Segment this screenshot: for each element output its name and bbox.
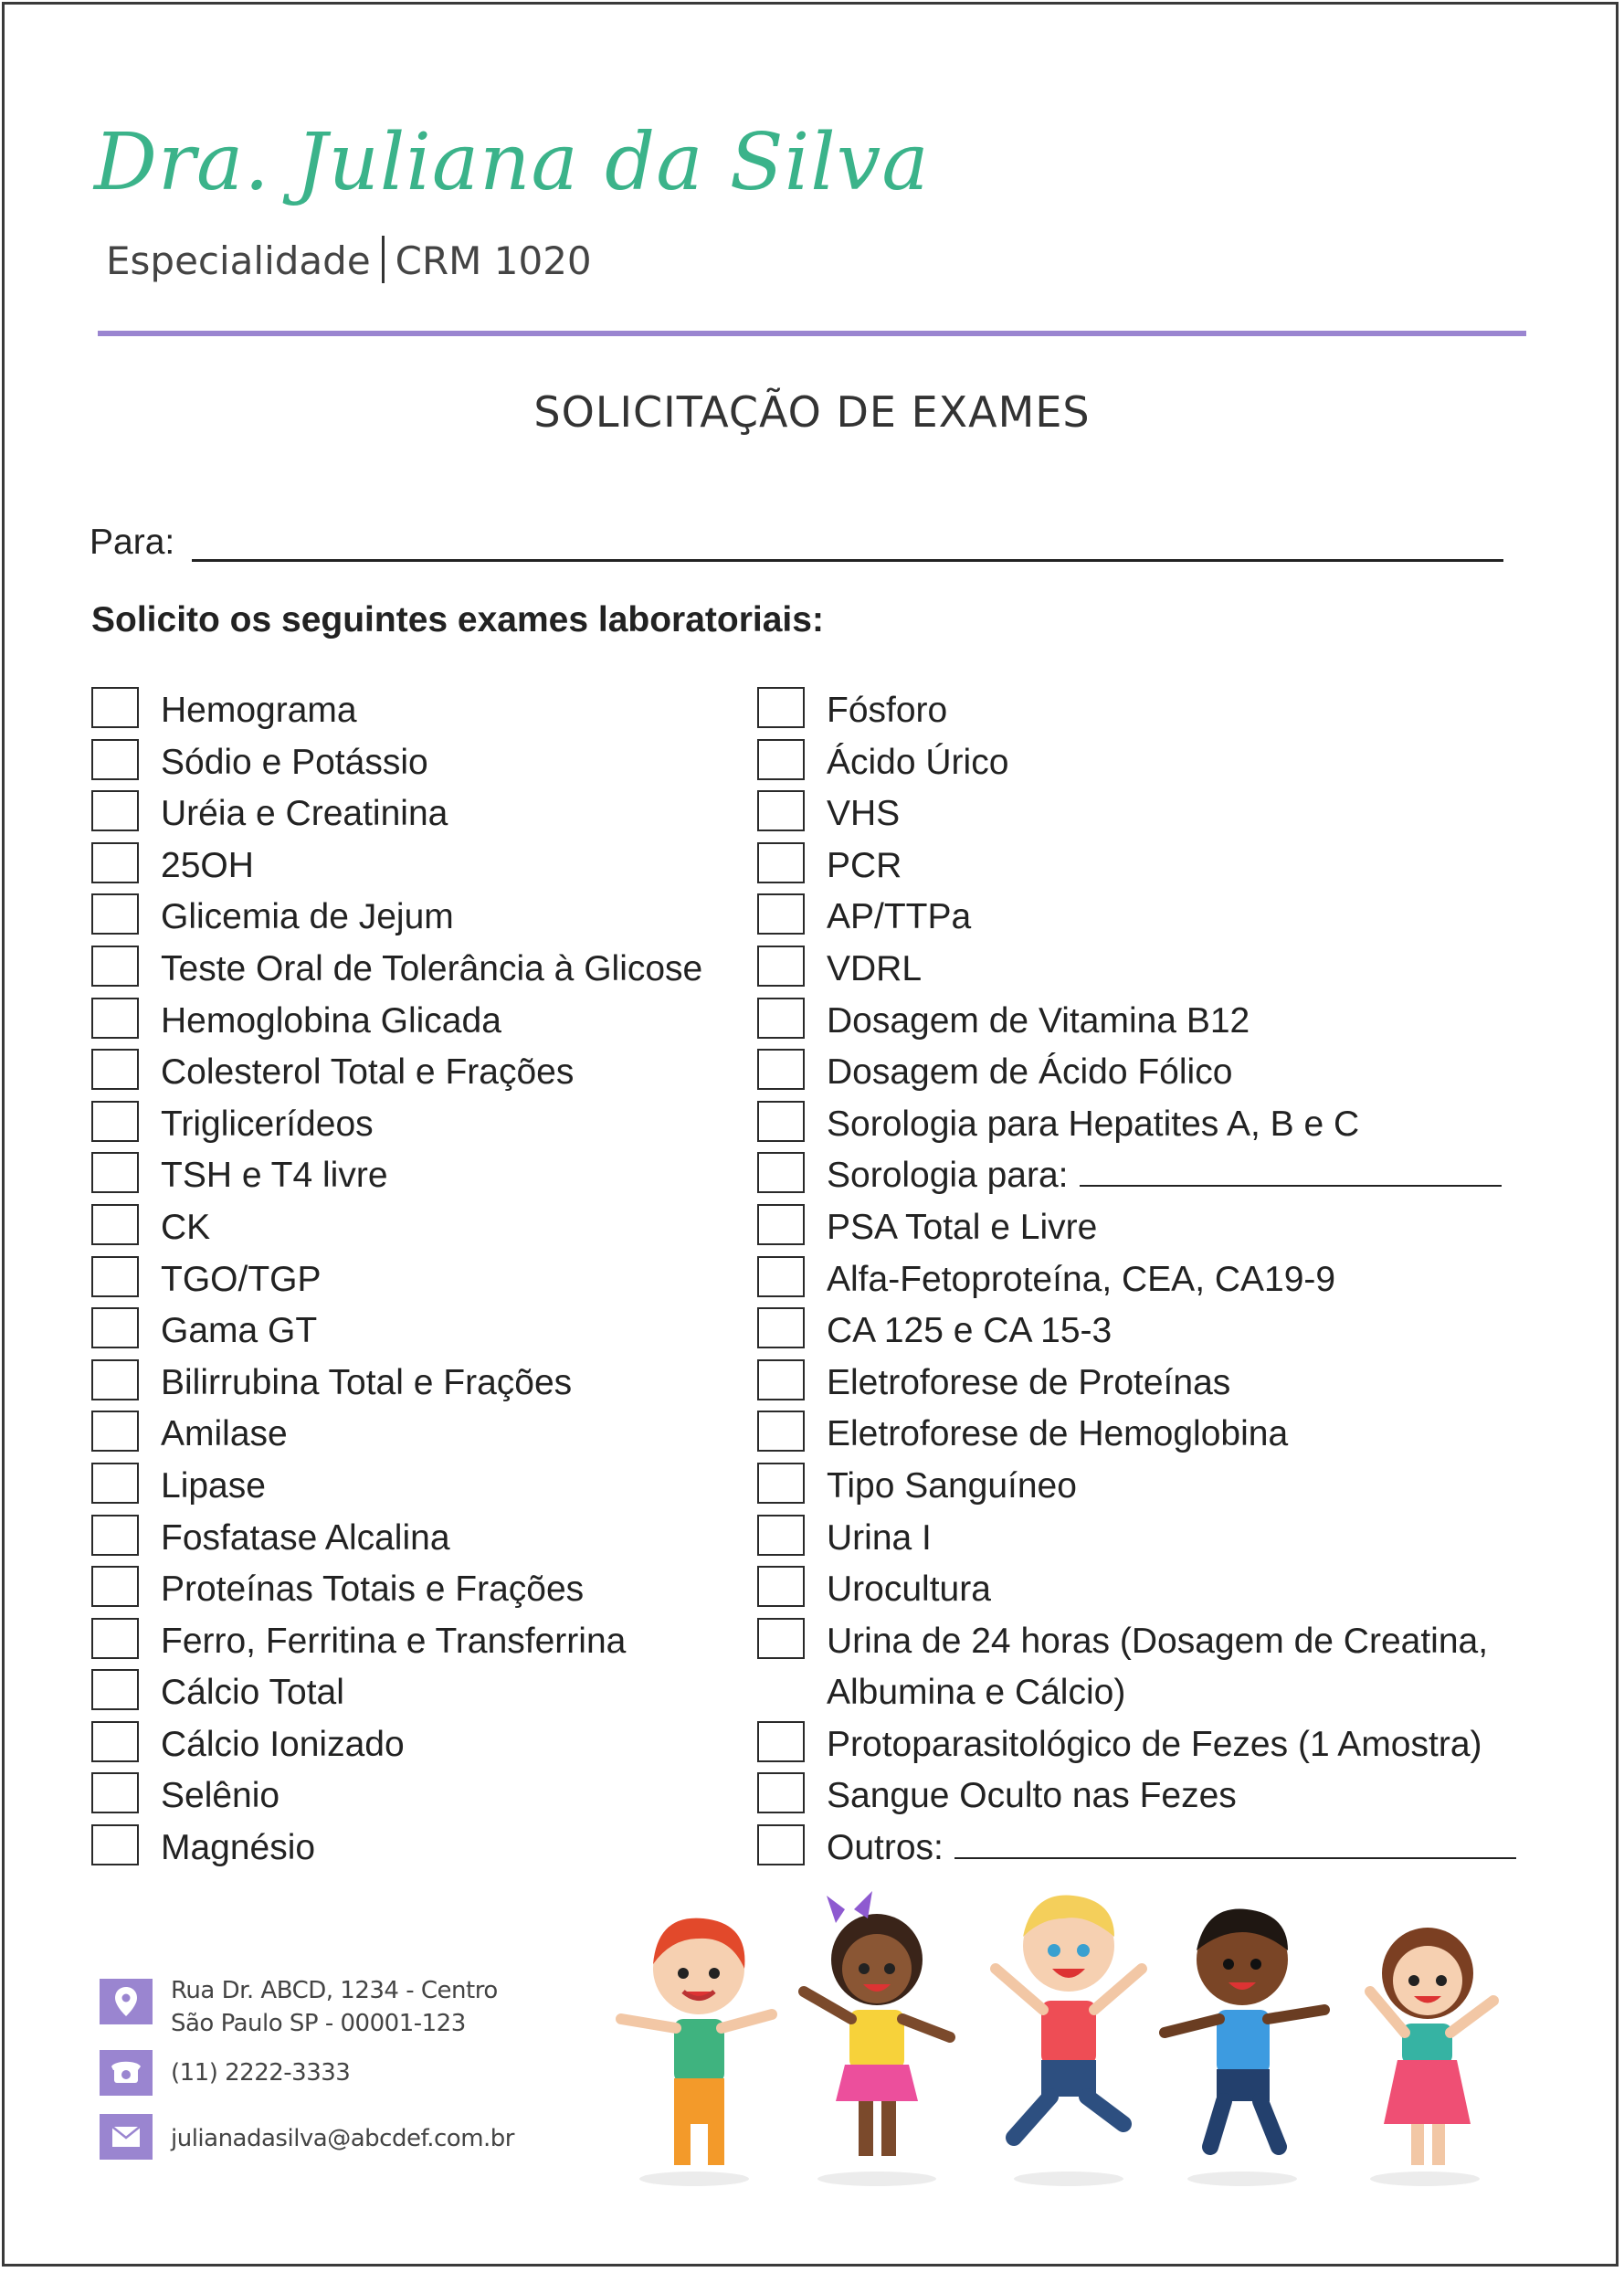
exam-label: Protoparasitológico de Fezes (1 Amostra) [827,1724,1482,1764]
exam-checkbox[interactable] [757,946,805,987]
exam-checkbox[interactable] [757,1566,805,1607]
exam-checkbox[interactable] [757,1463,805,1504]
exam-label: VHS [827,794,901,834]
exam-checkbox[interactable] [91,1411,139,1452]
exam-label: Hemograma [161,691,357,730]
exam-label: Teste Oral de Tolerância à Glicose [161,948,703,988]
kid-blond [996,1896,1142,2138]
exam-label: PCR [827,845,902,885]
email-address: julianadasilva@abcdef.com.br [171,2125,514,2152]
exam-checkbox[interactable] [91,1359,139,1400]
outros-fill-line[interactable] [954,1830,1516,1859]
exam-label: Sódio e Potássio [161,742,428,782]
exam-checkbox[interactable] [757,1307,805,1348]
exam-label: Selênio [161,1776,280,1816]
exam-checkbox[interactable] [757,1049,805,1090]
exam-checkbox[interactable] [91,739,139,780]
exam-label: Tipo Sanguíneo [827,1465,1077,1506]
exam-checkbox[interactable] [91,946,139,987]
exam-label: AP/TTPa [827,897,972,937]
exam-label: Eletroforese de Hemoglobina [827,1414,1289,1454]
exam-checkbox[interactable] [757,1515,805,1556]
exam-label: Fósforo [827,691,948,730]
exam-label: VDRL [827,948,923,988]
exam-label: Urina I [827,1517,932,1558]
exam-checkbox[interactable] [91,1152,139,1193]
exam-checkbox[interactable] [91,1618,139,1659]
exam-label: Sangue Oculto nas Fezes [827,1776,1237,1816]
exam-checkbox[interactable] [757,998,805,1039]
exam-checkbox[interactable] [757,1824,805,1865]
exam-checkbox[interactable] [91,687,139,728]
exam-label: Sorologia para: [827,1156,1069,1196]
crm-number: CRM 1020 [395,238,592,283]
exam-checkbox[interactable] [757,1359,805,1400]
envelope-icon [100,2114,153,2160]
exam-label: CA 125 e CA 15-3 [827,1311,1113,1351]
exam-label: Bilirrubina Total e Frações [161,1362,573,1402]
exam-checkbox[interactable] [91,1772,139,1813]
exam-checkbox[interactable] [757,893,805,935]
exam-label: Cálcio Total [161,1673,344,1713]
exam-label: Urocultura [827,1569,991,1610]
exam-checkbox[interactable] [91,1049,139,1090]
exam-label: Outros: [827,1827,944,1867]
exam-checkbox[interactable] [91,1515,139,1556]
exam-label: Hemoglobina Glicada [161,1000,501,1041]
exam-checkbox[interactable] [91,842,139,883]
exam-label: Dosagem de Vitamina B12 [827,1000,1250,1041]
exam-label: Triglicerídeos [161,1104,374,1144]
exam-label: Cálcio Ionizado [161,1724,405,1764]
address-line-1: Rua Dr. ABCD, 1234 - Centro [171,1977,498,2004]
exam-checkbox[interactable] [91,1256,139,1297]
exam-checkbox[interactable] [91,998,139,1039]
exam-checkbox[interactable] [757,1152,805,1193]
exam-label-with-blank [827,1152,1502,1199]
exam-label: Ácido Úrico [827,742,1009,782]
exam-checkbox[interactable] [757,1721,805,1762]
exam-label: Urina de 24 horas (Dosagem de Creatina, [827,1621,1489,1661]
exam-checkbox[interactable] [91,1204,139,1245]
exam-checkbox[interactable] [91,790,139,831]
exam-label-continued: Albumina e Cálcio) [827,1673,1126,1713]
exam-label: TSH e T4 livre [161,1156,388,1196]
intro-text: Solicito os seguintes exames laboratoriais: [91,600,824,639]
phone-number: (11) 2222-3333 [171,2059,351,2087]
exam-checkbox[interactable] [91,1101,139,1142]
exam-checkbox[interactable] [91,1463,139,1504]
document-title: SOLICITAÇÃO DE EXAMES [533,387,1091,437]
exam-label: Amilase [161,1414,288,1454]
exam-checkbox[interactable] [757,739,805,780]
exam-label: Sorologia para Hepatites A, B e C [827,1104,1360,1144]
phone-icon [100,2050,153,2096]
exam-label: Colesterol Total e Frações [161,1052,575,1093]
exam-checkbox[interactable] [757,1772,805,1813]
sorologia-fill-line[interactable] [1080,1157,1502,1187]
para-fill-line[interactable] [192,559,1503,562]
exam-checkbox[interactable] [757,842,805,883]
exam-label: Dosagem de Ácido Fólico [827,1052,1233,1093]
exam-checkbox[interactable] [757,1618,805,1659]
specialty: Especialidade [106,238,371,283]
exam-checkbox[interactable] [91,1824,139,1865]
address-line-2: São Paulo SP - 00001-123 [171,2010,466,2037]
exam-checkbox[interactable] [91,1721,139,1762]
exam-label: Magnésio [161,1828,316,1868]
exam-label: Proteínas Totais e Frações [161,1569,585,1610]
kid-pink-dress [1370,1928,1493,2165]
exam-checkbox[interactable] [757,1204,805,1245]
exam-label: Fosfatase Alcalina [161,1517,450,1558]
exam-checkbox[interactable] [91,1307,139,1348]
kid-purple-bow [804,1891,950,2156]
doctor-name: Dra. Juliana da Silva [94,117,930,208]
exam-checkbox[interactable] [91,893,139,935]
kid-blue-shirt [1165,1909,1324,2147]
map-pin-icon [100,1979,153,2024]
exam-label: TGO/TGP [161,1259,322,1299]
header-divider [98,331,1526,336]
shadows [639,2172,1480,2186]
exam-label: 25OH [161,845,254,885]
exam-label-multiline [827,1616,1488,1719]
exam-label: Ferro, Ferritina e Transferrina [161,1621,627,1661]
exam-checkbox[interactable] [91,1669,139,1710]
exam-label: Gama GT [161,1311,318,1351]
exam-label: CK [161,1207,211,1247]
exam-label-with-blank [827,1824,1516,1872]
exam-checkbox[interactable] [757,1256,805,1297]
exam-label: Alfa-Fetoproteína, CEA, CA19-9 [827,1259,1336,1299]
exam-label: Glicemia de Jejum [161,897,454,937]
exam-checkbox[interactable] [757,687,805,728]
specialty-separator [382,236,385,283]
para-label: Para: [90,523,175,562]
exam-checkbox[interactable] [757,1101,805,1142]
exam-label: PSA Total e Livre [827,1207,1098,1247]
exam-label: Lipase [161,1465,266,1506]
children-illustration [603,1882,1544,2197]
exam-checkbox[interactable] [757,790,805,831]
exam-label: Uréia e Creatinina [161,794,448,834]
exam-checkbox[interactable] [757,1411,805,1452]
exam-label: Eletroforese de Proteínas [827,1362,1231,1402]
kid-red-hair [621,1918,772,2165]
specialty-line [106,236,592,283]
exam-checkbox[interactable] [91,1566,139,1607]
